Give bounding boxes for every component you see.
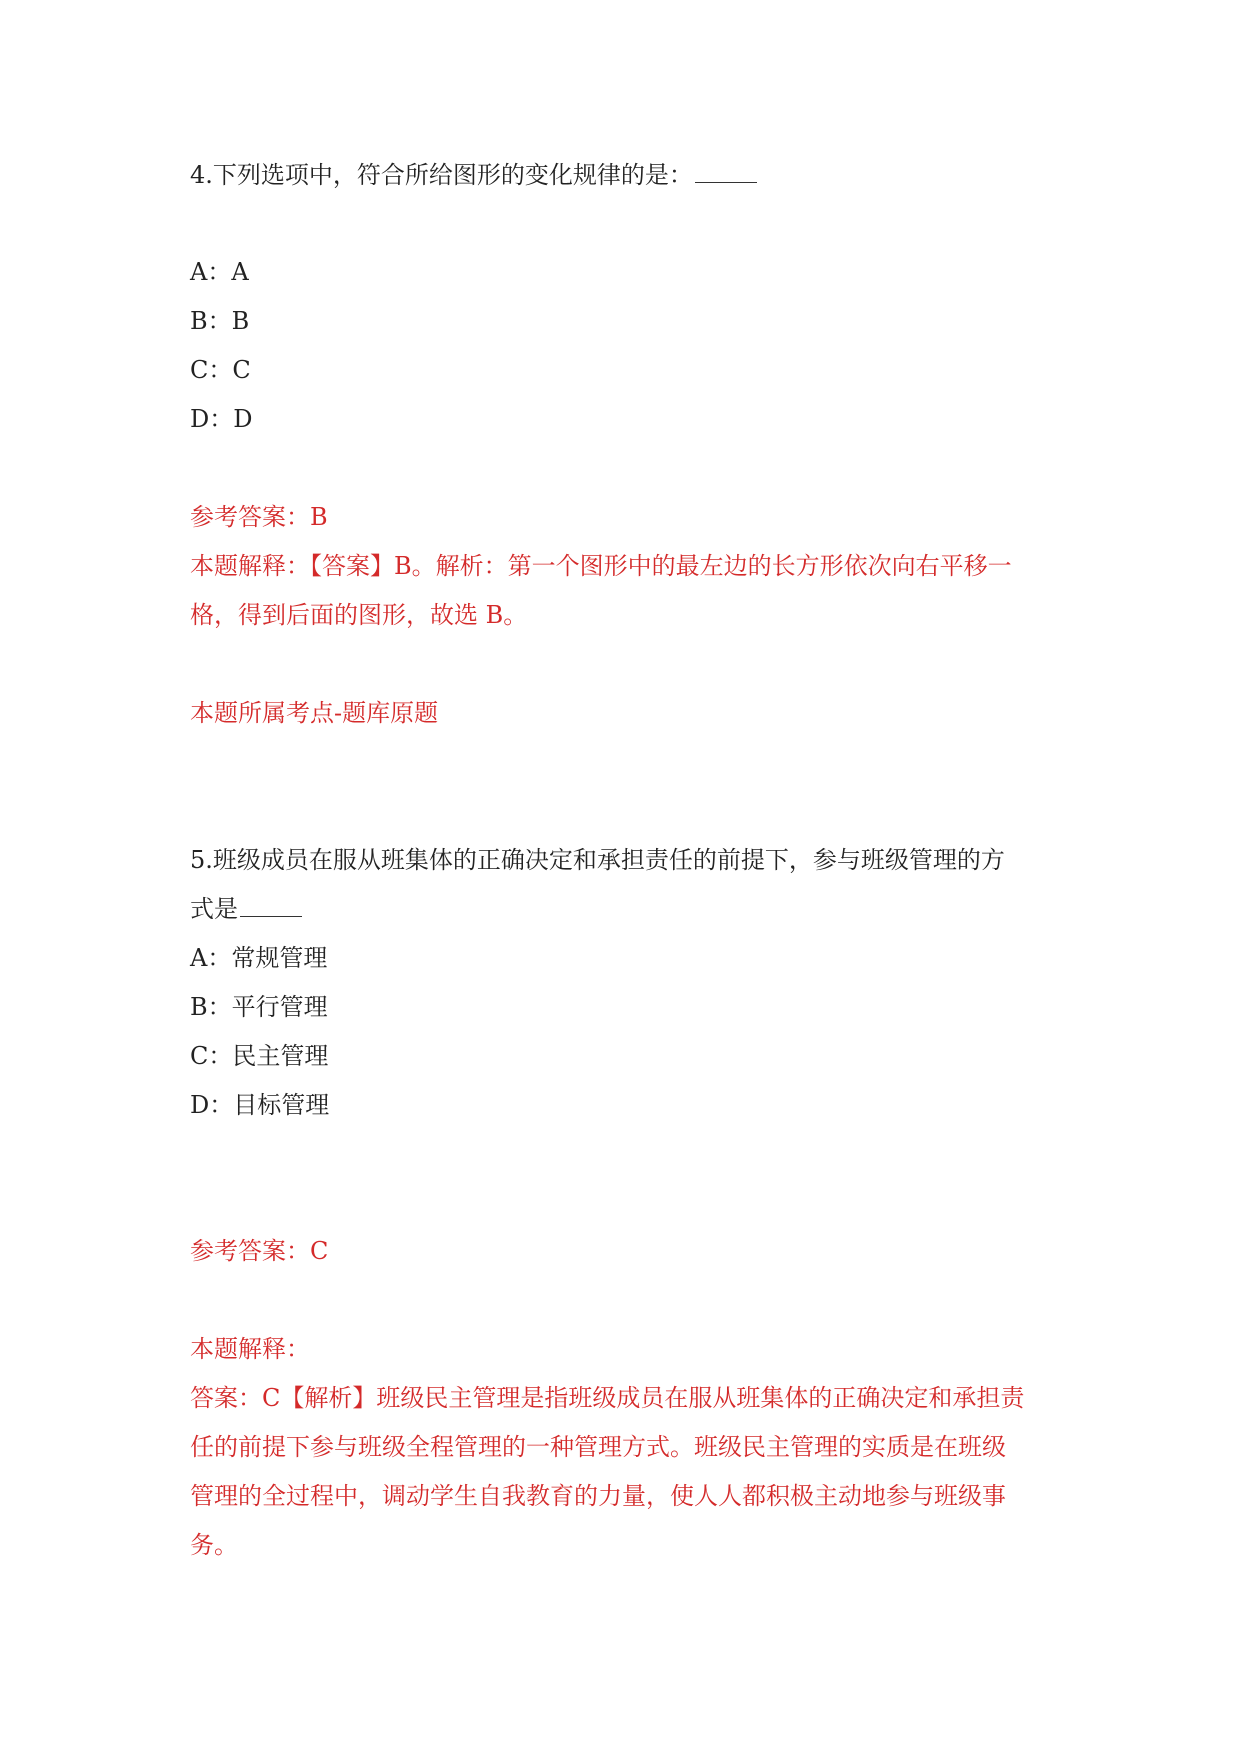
q5-option-d: D：目标管理 — [190, 1091, 330, 1119]
question-4-stem — [190, 160, 757, 190]
answer-blank — [240, 894, 302, 917]
q4-explanation-line-1: 本题解释：【答案】B。解析：第一个图形中的最左边的长方形依次向右平移一 — [190, 552, 1012, 580]
q4-option-d: D：D — [190, 405, 253, 433]
q5-explanation-line-3: 管理的全过程中，调动学生自我教育的力量，使人人都积极主动地参与班级事 — [190, 1482, 1006, 1510]
question-5-stem-line-2 — [190, 894, 302, 924]
q5-explanation-line-2: 任的前提下参与班级全程管理的一种管理方式。班级民主管理的实质是在班级 — [190, 1433, 1006, 1461]
question-5-stem-text: 式是 — [190, 895, 238, 923]
q4-reference-answer: 参考答案：B — [190, 503, 328, 531]
answer-blank — [695, 160, 757, 183]
q5-option-a: A：常规管理 — [190, 944, 328, 972]
q5-explanation-label: 本题解释： — [190, 1335, 310, 1363]
q4-explanation-line-2: 格，得到后面的图形，故选 B。 — [190, 601, 528, 629]
q5-option-c: C：民主管理 — [190, 1042, 329, 1070]
q5-reference-answer: 参考答案：C — [190, 1237, 329, 1265]
question-5-stem-line-1: 5.班级成员在服从班集体的正确决定和承担责任的前提下，参与班级管理的方 — [190, 846, 1005, 874]
q5-option-b: B：平行管理 — [190, 993, 328, 1021]
q5-explanation-line-1: 答案：C【解析】班级民主管理是指班级成员在服从班集体的正确决定和承担责 — [190, 1384, 1025, 1412]
question-4-stem-text: 4.下列选项中，符合所给图形的变化规律的是： — [190, 161, 693, 189]
q4-option-c: C：C — [190, 356, 251, 384]
q4-option-b: B：B — [190, 307, 250, 335]
q4-option-a: A：A — [190, 258, 249, 286]
q5-explanation-line-4: 务。 — [190, 1531, 238, 1559]
q4-topic: 本题所属考点-题库原题 — [190, 699, 439, 727]
